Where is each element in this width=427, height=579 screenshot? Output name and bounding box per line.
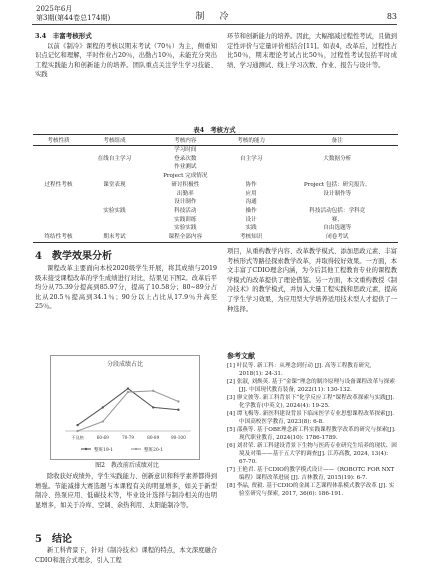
table-cell: 实践训练 <box>174 216 197 223</box>
table-cell: 课程全部内容 <box>145 233 226 242</box>
table-header-cell: 考核组成 <box>84 135 145 146</box>
table-cell: 出勤率 <box>176 190 194 197</box>
table-cell: 登录次数 <box>174 155 197 162</box>
table-cell: 协作 <box>245 181 257 188</box>
table-cell <box>84 172 145 181</box>
table-cell: 沟通 <box>245 199 257 206</box>
legend-label: 整班20-1 <box>144 448 164 453</box>
table-row <box>33 181 398 190</box>
data-point <box>102 420 104 422</box>
table-cell: 科技活动包括：学科竞 <box>309 207 366 214</box>
table-header-cell: 考核的能力 <box>226 135 277 146</box>
table-row <box>33 224 398 233</box>
table-cell: 学习时间 <box>174 147 197 153</box>
table-cell: 赛、 <box>331 216 343 223</box>
reference-item: [8] 李晶, 贾毅. 基于CDIO的金属工艺课程体系模式教学改革 [J]. 实验室研究与探索, 2017, 36(6): 186-191. <box>227 483 395 497</box>
paragraph: 除收获好成绩外，学生实践能力、创新意识和科学素养都得到增强。节能减排大赛选题与本课程有关的明显增多，如关于新型制冷、热泵应用、低碳技术等，毕业设计选择与制冷相关的也明显增多，如关于冷库、空调、余热利用、太阳能制冷等。 <box>35 473 218 509</box>
table-header-row <box>33 135 398 146</box>
table-cell <box>33 198 84 207</box>
legend-marker <box>135 448 137 450</box>
table-cell <box>277 172 398 181</box>
table-cell: 闭卷考试 <box>277 233 398 242</box>
header-page-number: 83 <box>386 12 397 21</box>
paragraph: 新工科背景下，针对《制冷技术》课程的特点，本文深度融合CDIO和混合式理念，引入工程 <box>35 547 218 564</box>
data-point <box>76 430 78 432</box>
table-cell <box>33 216 84 225</box>
header-date: 2025年6月 <box>36 5 73 13</box>
table-cell <box>33 155 84 164</box>
table-row <box>33 216 398 225</box>
series-line <box>78 389 179 426</box>
data-point <box>76 424 78 426</box>
table-cell: Project 包括：研究报告、 <box>303 181 371 188</box>
data-point <box>127 387 129 389</box>
data-point <box>177 409 179 411</box>
x-tick-label: 不及格 <box>71 435 84 440</box>
header-journal-title: 制 冷 <box>195 12 232 22</box>
table-row <box>33 190 398 199</box>
reference-item: [1] 叶民等. 新工科：从理念到行动 [J]. 高等工程教育研究, 2018(1): 24-31. <box>227 363 372 377</box>
table-row <box>33 207 398 216</box>
table-cell: 作业测试 <box>174 164 197 171</box>
table-cell: 大数据分析 <box>323 155 352 162</box>
x-tick-label: 60-69 <box>96 435 109 440</box>
references-heading: 参考文献 <box>227 351 255 360</box>
reference-item: [2] 张淑, 刘焕英. 基于“金课”理念的制冷原理与设备课程改革与探索[J]. 中国现代教育装备, 2022(11): 130-132. <box>227 379 395 393</box>
reference-item: [3] 廖文彼等. 新工科背景下“化学反应工程”课程改革探索与实践[J]. 化学教育(中英文), 2024(4): 19-25. <box>227 395 395 409</box>
table-row <box>33 163 398 172</box>
x-tick-label: 70-79 <box>121 435 135 440</box>
table-cell: 科技活动 <box>174 207 197 214</box>
table-cell: 实验实践 <box>103 207 126 214</box>
table-cell: 终结性考核 <box>33 233 84 242</box>
table-cell: 设计制作等 <box>323 190 352 197</box>
table-cell <box>226 163 277 172</box>
right-top-column <box>227 32 397 70</box>
series-line <box>78 391 179 431</box>
reference-item: [6] 刘君荣. 新工科建设背景下生物与医药专业研究生培养的现状、困境及对策——基于五大学的调查[J]. 江苏高教, 2024, 13(4): 67-70. <box>227 443 397 465</box>
left-bottom-column <box>35 472 217 510</box>
paragraph: 以前《制冷》课程的考核以期末考试（70％）为主，侧重知识点记忆和理解，平时作业占20％，出勤占10％，未能充分突出工程实践能力和创新能力的培养。团队重点关注学生学习技能、实践 <box>35 42 217 79</box>
table-cell: Project 完成情况 <box>163 173 208 180</box>
table-cell: 应用 <box>245 190 257 197</box>
table-row <box>33 198 398 207</box>
table-cell: 在线自主学习 <box>97 155 132 162</box>
table-cell <box>33 163 84 172</box>
section-heading: 5 结论 <box>35 534 72 545</box>
legend-marker <box>85 448 87 450</box>
table-cell: 过程性考核 <box>44 181 73 188</box>
paragraph: 环节和创新能力的培养。因此，大幅缩减过程性考试，且做到定性评价与定量评价相结合[11]。如表4，改革后，过程性占比50％，期末理论考试占比50％，过程性考试包括平时成绩、学习通测试、线上学习次数、作业、报告与设计等。 <box>227 33 398 69</box>
header-issue: 第3期(第44卷总174期) <box>36 14 111 22</box>
references-list <box>227 362 397 498</box>
table-cell <box>33 207 84 216</box>
left-bottom-column-2 <box>35 546 217 565</box>
score-distribution-chart <box>50 355 200 460</box>
table-header-cell: 考核内容 <box>145 135 226 146</box>
x-tick-label: 80-89 <box>147 435 160 440</box>
reference-item: [7] 王艳君. 基于CDIO的教学模式设计——《ROBOTC FOR NXT编程》课程改革进展 [J]. 吉林教育, 2015(19): 6-7. <box>227 467 395 481</box>
table-cell <box>84 190 145 199</box>
paragraph: 课程改革主要面向本校2020级学生开展，将其成绩与2019级未接受课程改革的学生成绩进行对比，结果见下图2。改革后平均分从75.39分提高到85.97分，提高了10.58分；80~89分占比从20.5％提高到34.1％；90分以上占比从17.9％升高至25％。 <box>35 265 217 311</box>
table-cell <box>277 198 398 207</box>
table-cell <box>33 190 84 199</box>
table-header-cell: 备注 <box>277 135 398 146</box>
table-cell: 自由选题等 <box>323 225 352 232</box>
table-cell: 期末考试 <box>84 233 145 242</box>
subsection-heading: 3.4 丰富考核形式 <box>35 32 92 40</box>
table-cell: 设计 <box>245 216 257 223</box>
table-caption: 表4 考核方式 <box>193 127 236 134</box>
table-cell <box>226 172 277 181</box>
legend-label: 整班19-1 <box>94 448 114 453</box>
paragraph: 项目，从重构教学内容、改革教学模式、添加思政元素、丰富考核形式等路径探索教学改革，并取得较好效果。一方面，本文丰富了CDIO理念内涵，为今后其他工程教育专业的课程教学模式的改革提供了理论借鉴。另一方面，本文重构教授《制冷技术》的教学模式，并加入大量工程实践和思政元素，提高了学生学习效果，为应用型大学培养适用技术型人才提供了一种选择。 <box>227 248 398 313</box>
figure-caption: 图2 教改前后成绩对比 <box>95 462 159 469</box>
table-row <box>33 172 398 181</box>
table-cell: 课堂表现 <box>103 181 126 188</box>
right-mid-column <box>227 247 397 314</box>
x-tick-label: 90-100 <box>171 435 186 440</box>
table-cell: 实验实践 <box>174 225 197 232</box>
chart-svg <box>51 356 199 459</box>
table-cell <box>33 224 84 233</box>
section-heading: 4 教学效果分析 <box>35 251 112 262</box>
reference-item: [5] 邵燕等. 基于OBE理念新工科实践课程教学改革的研究与探索[J]. 现代职业教育, 2024(10): 1786-1789. <box>227 427 396 441</box>
left-top-column <box>35 32 217 80</box>
table-row <box>33 233 398 242</box>
table-cell <box>84 146 145 155</box>
table-cell <box>277 146 398 155</box>
table-cell: 设计制作 <box>174 199 197 206</box>
table-cell <box>84 224 145 233</box>
table-cell <box>33 146 84 155</box>
table-row <box>33 155 398 164</box>
data-point <box>102 406 104 408</box>
table-row <box>33 146 398 155</box>
table-cell <box>226 146 277 155</box>
table-cell <box>84 163 145 172</box>
table-cell: 研讨积极性 <box>171 181 200 188</box>
table-cell: 考核知识 <box>226 233 277 242</box>
data-point <box>127 391 129 393</box>
data-point <box>152 390 154 392</box>
table-cell <box>84 198 145 207</box>
chart-title: 分段成绩占比 <box>106 361 144 368</box>
header-rule <box>32 24 397 25</box>
data-point <box>177 400 179 402</box>
table-cell <box>84 216 145 225</box>
assessment-table <box>33 134 398 243</box>
left-mid-column <box>35 264 217 312</box>
table-cell <box>277 163 398 172</box>
data-point <box>152 406 154 408</box>
reference-item: [4] 谭飞梅等. 新医科建设背景下临床医学专业思想课程改革探索[J]. 中国高校医学教育, 2023(8): 6-8. <box>227 411 395 425</box>
table-cell: 操作 <box>245 207 257 214</box>
table-cell: 自主学习 <box>239 155 263 162</box>
table-cell <box>33 172 84 181</box>
table-header-cell: 考核性质 <box>33 135 84 146</box>
table-cell: 实践 <box>245 225 257 232</box>
